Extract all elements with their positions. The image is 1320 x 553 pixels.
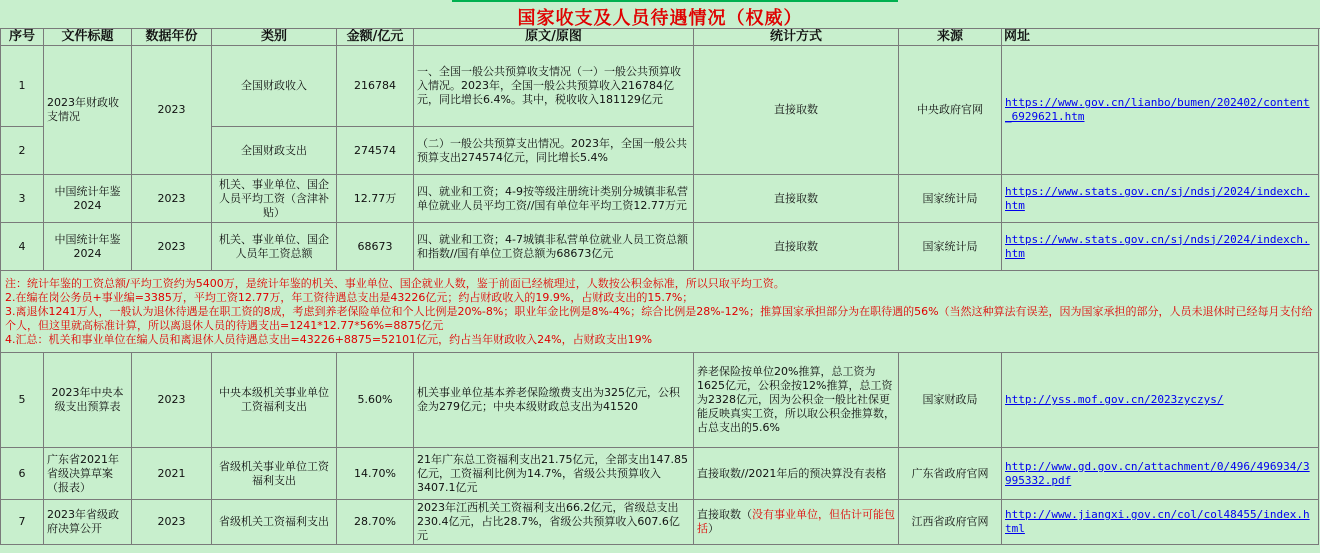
cell-source[interactable]: 江西省政府官网 — [899, 500, 1002, 545]
cell-category[interactable]: 中央本级机关事业单位工资福利支出 — [212, 353, 337, 448]
url-link[interactable]: http://yss.mof.gov.cn/2023zyczys/ — [1005, 393, 1224, 406]
selection-indicator — [452, 0, 898, 2]
table-row — [1, 175, 1319, 223]
cell-text[interactable]: 机关事业单位基本养老保险缴费支出为325亿元，公积金为279亿元；中央本级财政总支出为41520 — [414, 353, 694, 448]
cell-text[interactable]: 四、就业和工资；4-9按等级注册统计类别分城镇非私营单位就业人员平均工资//国有单位年平均工资12.77万元 — [414, 175, 694, 223]
cell-no[interactable]: 6 — [1, 448, 44, 500]
cell-amount[interactable]: 216784 — [337, 46, 414, 127]
table-row — [1, 46, 1319, 127]
url-link[interactable]: https://www.stats.gov.cn/sj/ndsj/2024/indexch.htm — [1005, 184, 1310, 212]
cell-category[interactable]: 机关、事业单位、国企人员年工资总额 — [212, 223, 337, 271]
cell-url[interactable] — [1002, 448, 1319, 500]
cell-category[interactable]: 省级机关工资福利支出 — [212, 500, 337, 545]
notes-cell[interactable] — [1, 271, 1319, 353]
cell-title[interactable]: 2023年财政收支情况 — [44, 46, 132, 175]
note-line: 注：统计年鉴的工资总额/平均工资约为5400万，是统计年鉴的机关、事业单位、国企就业人数，鉴于前面已经梳理过，人数按公积金标准，所以只取平均工资。 — [5, 276, 785, 290]
url-link[interactable]: http://www.gd.gov.cn/attachment/0/496/496934/3995332.pdf — [1005, 459, 1310, 487]
method-text: ） — [708, 522, 719, 535]
cell-year[interactable]: 2023 — [132, 353, 212, 448]
cell-method[interactable]: 直接取数 — [694, 223, 899, 271]
cell-title[interactable]: 2023年省级政府决算公开 — [44, 500, 132, 545]
cell-title[interactable]: 中国统计年鉴2024 — [44, 223, 132, 271]
cell-text[interactable]: （二）一般公共预算支出情况。2023年，全国一般公共预算支出274574亿元，同比增长5.4% — [414, 127, 694, 175]
cell-source[interactable]: 广东省政府官网 — [899, 448, 1002, 500]
cell-category[interactable]: 全国财政支出 — [212, 127, 337, 175]
cell-amount[interactable]: 5.60% — [337, 353, 414, 448]
cell-url[interactable] — [1002, 223, 1319, 271]
cell-title[interactable]: 中国统计年鉴2024 — [44, 175, 132, 223]
header-category[interactable]: 类别 — [212, 29, 337, 46]
data-table — [0, 28, 1319, 545]
title-row[interactable] — [0, 0, 1320, 29]
header-amount[interactable]: 金额/亿元 — [337, 29, 414, 46]
header-title[interactable]: 文件标题 — [44, 29, 132, 46]
cell-amount[interactable]: 12.77万 — [337, 175, 414, 223]
cell-year[interactable]: 2023 — [132, 500, 212, 545]
cell-amount[interactable]: 28.70% — [337, 500, 414, 545]
cell-no[interactable]: 5 — [1, 353, 44, 448]
cell-amount[interactable]: 274574 — [337, 127, 414, 175]
cell-url[interactable] — [1002, 500, 1319, 545]
method-note: 没有事业单位，但估计可能包括 — [697, 508, 895, 535]
header-text[interactable]: 原文/原图 — [414, 29, 694, 46]
url-link[interactable]: https://www.stats.gov.cn/sj/ndsj/2024/indexch.htm — [1005, 232, 1310, 260]
cell-title[interactable]: 广东省2021年省级决算草案（报表） — [44, 448, 132, 500]
cell-title[interactable]: 2023年中央本级支出预算表 — [44, 353, 132, 448]
method-text: 直接取数（ — [697, 508, 752, 521]
cell-method[interactable]: 直接取数 — [694, 175, 899, 223]
cell-text[interactable]: 21年广东总工资福利支出21.75亿元，全部支出147.85亿元，工资福利比例为14.7%，省级公共预算收入3407.1亿元 — [414, 448, 694, 500]
header-year[interactable]: 数据年份 — [132, 29, 212, 46]
table-row — [1, 500, 1319, 545]
cell-method[interactable]: 养老保险按单位20%推算，总工资为1625亿元，公积金按12%推算，总工资为2328亿元，因为公积金一般比社保更能反映真实工资，所以取公积金推算数，占总支出的5.6% — [694, 353, 899, 448]
cell-category[interactable]: 省级机关事业单位工资福利支出 — [212, 448, 337, 500]
cell-method[interactable]: 直接取数 — [694, 46, 899, 175]
cell-category[interactable]: 全国财政收入 — [212, 46, 337, 127]
url-link[interactable]: http://www.jiangxi.gov.cn/col/col48455/index.html — [1005, 508, 1310, 535]
header-source[interactable]: 来源 — [899, 29, 1002, 46]
table-row — [1, 353, 1319, 448]
header-row — [1, 29, 1319, 46]
cell-text[interactable]: 一、全国一般公共预算收支情况（一）一般公共预算收入情况。2023年，全国一般公共预算收入216784亿元，同比增长6.4%。其中，税收收入181129亿元 — [414, 46, 694, 127]
cell-source[interactable]: 中央政府官网 — [899, 46, 1002, 175]
cell-text[interactable]: 2023年江西机关工资福利支出66.2亿元，省级总支出230.4亿元，占比28.7%，省级公共预算收入607.6亿元 — [414, 500, 694, 545]
cell-url[interactable] — [1002, 353, 1319, 448]
table-row — [1, 448, 1319, 500]
cell-no[interactable]: 2 — [1, 127, 44, 175]
header-no[interactable]: 序号 — [1, 29, 44, 46]
notes-row — [1, 271, 1319, 353]
cell-method[interactable] — [694, 500, 899, 545]
cell-amount[interactable]: 14.70% — [337, 448, 414, 500]
note-line: 4.汇总：机关和事业单位在编人员和离退休人员待遇总支出=43226+8875=52101亿元，约占当年财政收入24%，占财政支出19% — [5, 332, 653, 346]
cell-text[interactable]: 四、就业和工资；4-7城镇非私营单位就业人员工资总额和指数//国有单位工资总额为68673亿元 — [414, 223, 694, 271]
cell-no[interactable]: 1 — [1, 46, 44, 127]
cell-no[interactable]: 3 — [1, 175, 44, 223]
sheet-title: 国家收支及人员待遇情况（权威） — [517, 8, 803, 29]
cell-category[interactable]: 机关、事业单位、国企人员平均工资（含津补贴） — [212, 175, 337, 223]
cell-url[interactable] — [1002, 46, 1319, 175]
note-line: 2.在编在岗公务员+事业编=3385万，平均工资12.77万，年工资待遇总支出是43226亿元；约占财政收入的19.9%，占财政支出的15.7%； — [5, 290, 694, 304]
url-link[interactable]: https://www.gov.cn/lianbo/bumen/202402/content_6929621.htm — [1005, 96, 1310, 123]
cell-year[interactable]: 2021 — [132, 448, 212, 500]
cell-no[interactable]: 7 — [1, 500, 44, 545]
cell-url[interactable] — [1002, 175, 1319, 223]
cell-source[interactable]: 国家统计局 — [899, 223, 1002, 271]
cell-source[interactable]: 国家财政局 — [899, 353, 1002, 448]
cell-year[interactable]: 2023 — [132, 46, 212, 175]
note-line: 3.离退休1241万人，一般认为退休待遇是在职工资的8成，考虑到养老保险单位和个人比例是20%-8%；职业年金比例是8%-4%；综合比例是28%-12%；推算国家承担部分为在职待遇的56%（当然这种算法有误差，因为国家承担的部分，人员未退休时已经每月支付给个人，但这里就高标准计算，所以离退休人员的待遇支出=1241*12.77*56%=8875亿元 — [5, 304, 1313, 332]
cell-year[interactable]: 2023 — [132, 175, 212, 223]
header-method[interactable]: 统计方式 — [694, 29, 899, 46]
cell-no[interactable]: 4 — [1, 223, 44, 271]
cell-year[interactable]: 2023 — [132, 223, 212, 271]
cell-source[interactable]: 国家统计局 — [899, 175, 1002, 223]
cell-amount[interactable]: 68673 — [337, 223, 414, 271]
cell-method[interactable]: 直接取数//2021年后的预决算没有表格 — [694, 448, 899, 500]
header-url[interactable]: 网址 — [1002, 29, 1319, 46]
table-row — [1, 223, 1319, 271]
